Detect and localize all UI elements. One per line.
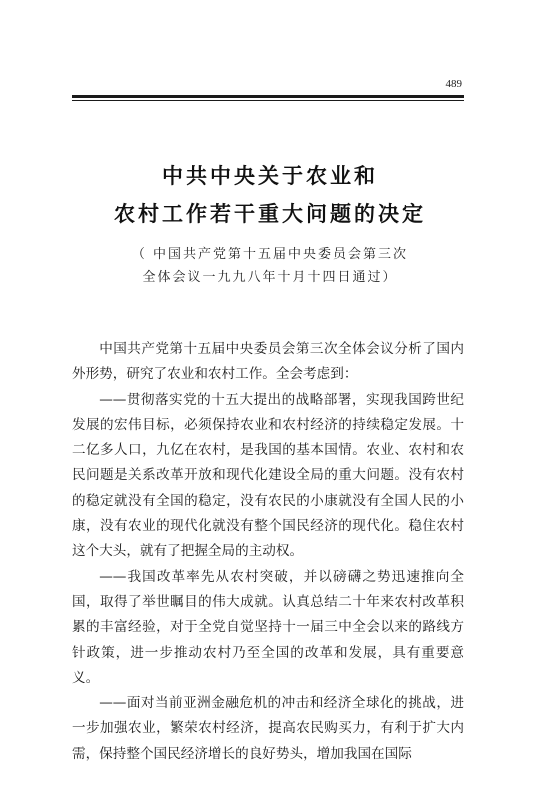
document-subtitle-line-2: 全体会议一九九八年十月十四日通过）	[142, 270, 398, 285]
body-paragraph-1: 中国共产党第十五届中央委员会第三次全体会议分析了国内外形势，研究了农业和农村工作。全会考虑到：	[72, 341, 464, 383]
document-title-line-2: 农村工作若干重大问题的决定	[114, 202, 426, 226]
page-number: 489	[445, 78, 462, 90]
header-rule-thin	[72, 100, 464, 101]
body-text	[72, 337, 464, 767]
body-paragraph-4: ——面对当前亚洲金融危机的冲击和经济全球化的挑战，进一步加强农业，繁荣农村经济，提高农民购买力，有利于扩大内需，保持整个国民经济增长的良好势头，增加我国在国际	[72, 695, 464, 762]
body-paragraph-2: ——贯彻落实党的十五大提出的战略部署，实现我国跨世纪发展的宏伟目标，必须保持农业和农村经济的持续稳定发展。十二亿多人口，九亿在农村，是我国的基本国情。农业、农村和农民问题是关系改革开放和现代化建设全局的重大问题。没有农村的稳定就没有全国的稳定，没有农民的小康就没有全国人民的小康，没有农业的现代化就没有整个国民经济的现代化。稳住农村这个大头，就有了把握全局的主动权。	[72, 391, 464, 560]
header-rule-thick	[72, 95, 464, 98]
body-paragraph-3: ——我国改革率先从农村突破，并以磅礴之势迅速推向全国，取得了举世瞩目的伟大成就。认真总结二十年来农村改革积累的丰富经验，对于全党自觉坚持十一届三中全会以来的路线方针政策，进一步推动农村乃至全国的改革和发展，具有重要意义。	[72, 568, 464, 686]
document-subtitle-line-1: （ 中国共产党第十五届中央委员会第三次	[131, 247, 409, 262]
document-title-line-1: 中共中央关于农业和	[162, 164, 378, 188]
